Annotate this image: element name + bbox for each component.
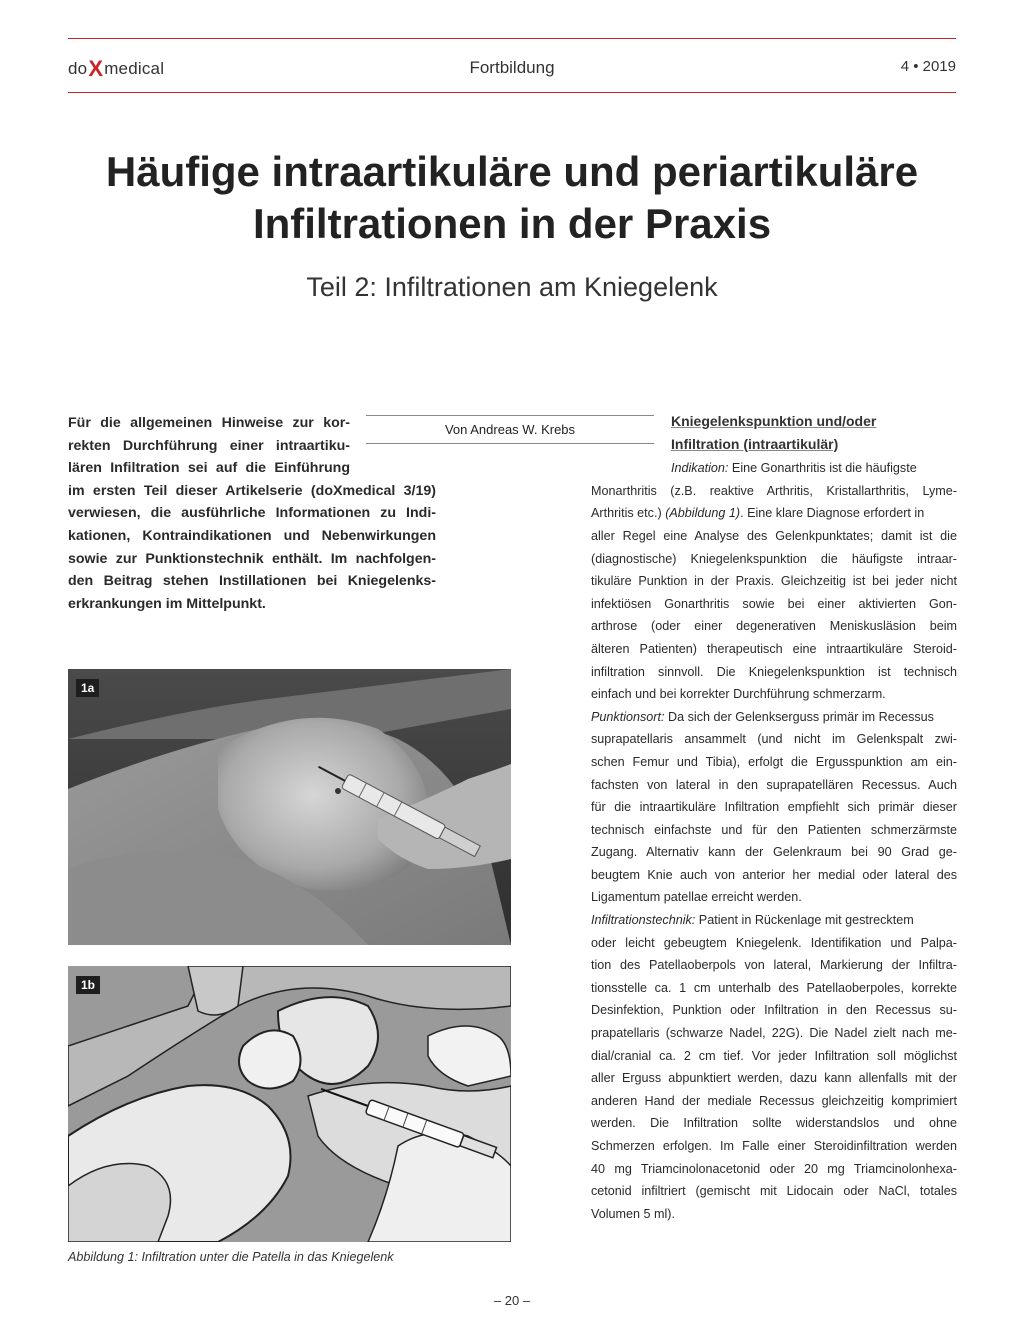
body-line: anderen Hand der mediale Recessus gleichzeitig komprimiert — [591, 1093, 957, 1108]
logo-x: X — [88, 56, 104, 81]
body-line: aller Erguss abpunktiert werden, dazu kann allenfalls mit der — [591, 1071, 957, 1086]
body-line: Volumen 5 ml). — [591, 1206, 675, 1221]
logo-prefix: do — [68, 59, 88, 78]
intro-line: kationen, Kontraindikationen und Nebenwirkungen — [68, 527, 436, 544]
punktionsort-label: Punktionsort: — [591, 709, 665, 724]
body-line: Schmerzen erfolgen. Im Falle einer Steroidinfiltration werden — [591, 1139, 957, 1153]
indikation-label: Indikation: — [671, 461, 729, 476]
body-line: Desinfektion, Punktion oder Infiltration in den Recessus su- — [591, 1003, 957, 1018]
issue-number: 4 • 2019 — [900, 58, 956, 75]
body-line: Zugang. Alternativ kann der Gelenkraum bei 90 Grad ge- — [591, 845, 957, 860]
body-line — [591, 909, 957, 932]
body-line — [591, 706, 957, 729]
intro-line: Für die allgemeinen Hinweise zur kor- — [68, 415, 350, 431]
body-line: schen Femur und Tibia), erfolgt die Ergusspunktion am ein- — [591, 754, 957, 769]
intro-line: sowie zur Punktionstechnik enthält. Im nachfolgen- — [68, 550, 436, 567]
body-line: fachsten von lateral in den suprapatellären Recessus. Auch — [591, 777, 957, 792]
author-byline: Von Andreas W. Krebs — [366, 415, 654, 444]
body-line: (diagnostische) Kniegelenkspunktion die häufigste intraar- — [591, 551, 957, 566]
title-line-2: Infiltrationen in der Praxis — [252, 200, 772, 247]
intro-line: lären Infiltration sei auf die Einführung — [68, 460, 350, 477]
body-line: Ligamentum patellae erreicht werden. — [591, 890, 802, 905]
body-line — [591, 502, 957, 525]
figure-caption: Abbildung 1: Infiltration unter die Patella in das Kniegelenk — [68, 1250, 394, 1264]
section-label: Fortbildung — [469, 58, 555, 77]
intro-line: verwiesen, die ausführliche Informationen zu Indi- — [68, 505, 436, 522]
body-line: arthrose (oder einer degenerativen Meniskusläsion beim — [591, 619, 957, 634]
body-line: tionsstelle ca. 1 cm unterhalb des Patellaoberpoles, korrekte — [591, 980, 957, 995]
header-rule-top — [68, 38, 956, 39]
figure-label-1a: 1a — [76, 679, 99, 697]
page-number: – 20 – — [493, 1293, 531, 1308]
section-heading: Infiltration (intraartikulär) — [671, 435, 839, 452]
body-text: Arthritis etc.) — [591, 506, 662, 521]
body-text: Eine Gonarthritis ist die häufigste — [728, 461, 917, 476]
intro-line: den Beitrag stehen Instillationen bei Kniegelenks- — [68, 573, 436, 590]
body-text: Da sich der Gelenkserguss primär im Recessus — [664, 709, 934, 724]
intro-line: im ersten Teil dieser Artikelserie (doXmedical 3/19) — [68, 482, 436, 499]
body-line: dial/cranial ca. 2 cm tief. Vor jeder Infiltration soll möglichst — [591, 1048, 957, 1063]
section-heading: Kniegelenkspunktion und/oder — [671, 413, 877, 429]
intro-line: rekten Durchführung einer intraartiku- — [68, 437, 350, 454]
figure-reference: (Abbildung 1) — [665, 506, 741, 521]
knee-anatomy-drawing — [68, 966, 511, 1242]
body-line: technisch einfachste und für den Patienten schmerzärmste — [591, 822, 957, 837]
body-line: beugtem Knie auch von anterior her medial oder lateral des — [591, 867, 957, 882]
intro-line: erkrankungen im Mittelpunkt. — [68, 595, 266, 612]
body-line: oder leicht gebeugtem Kniegelenk. Identifikation und Palpa- — [591, 935, 957, 950]
body-line: infiltration sinnvoll. Die Kniegelenkspunktion ist technisch — [591, 664, 957, 679]
body-line: älteren Patienten) therapeutisch eine intraartikuläre Steroid- — [591, 641, 957, 656]
body-line: tikuläre Punktion in der Praxis. Gleichzeitig ist bei jeder nicht — [591, 574, 957, 589]
knee-photo-illustration — [68, 669, 511, 945]
body-line — [671, 457, 957, 480]
title-line-1: Häufige intraartikuläre und periartikuläre — [105, 148, 919, 195]
logo-suffix: medical — [104, 59, 165, 78]
body-line: Monarthritis (z.B. reaktive Arthritis, Kristallarthritis, Lyme- — [591, 483, 957, 498]
body-line: tion des Patellaoberpols von lateral, Markierung der Infiltra- — [591, 958, 957, 973]
body-line: werden. Die Infiltration sollte widerstandslos und ohne — [591, 1116, 957, 1131]
figure-1a-knee-photo — [68, 669, 511, 945]
body-line: für die intraartikuläre Infiltration empfiehlt sich primär dieser — [591, 800, 957, 815]
body-line: infektiösen Gonarthritis sowie bei einer aktivierten Gon- — [591, 596, 957, 611]
header-rule-bottom — [68, 92, 956, 93]
article-subtitle: Teil 2: Infiltrationen am Kniegelenk — [306, 272, 718, 302]
body-line: suprapatellaris ansammelt (und nicht im Gelenkspalt zwi- — [591, 732, 957, 747]
figure-1b-knee-drawing — [68, 966, 511, 1242]
body-line: aller Regel eine Analyse des Gelenkpunktates; damit ist die — [591, 528, 957, 543]
body-line: cetonid infiltriert (gemischt mit Lidocain oder NaCl, totales — [591, 1184, 957, 1199]
article-body-column — [591, 410, 957, 1225]
body-text: . Eine klare Diagnose erfordert in — [740, 506, 925, 521]
article-title — [40, 146, 984, 250]
body-text: Patient in Rückenlage mit gestrecktem — [695, 913, 914, 928]
technik-label: Infiltrationstechnik: — [591, 913, 696, 928]
body-line: einfach und bei korrekter Durchführung schmerzarm. — [591, 687, 886, 702]
body-line: 40 mg Triamcinolonacetonid oder 20 mg Triamcinolonhexa- — [591, 1161, 957, 1176]
figure-label-1b: 1b — [76, 976, 100, 994]
body-line: prapatellaris (schwarze Nadel, 22G). Die Nadel zielt nach me- — [591, 1026, 957, 1041]
